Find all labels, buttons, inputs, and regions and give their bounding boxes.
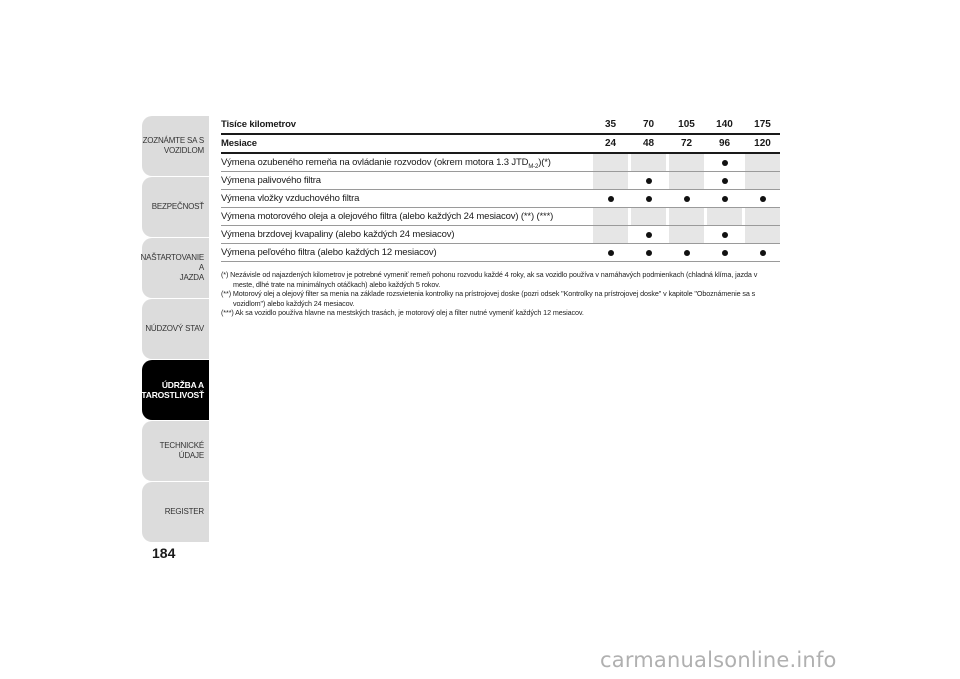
table-row bbox=[221, 244, 780, 262]
interval-cell bbox=[745, 244, 780, 261]
footnote-text: (**) Motorový olej a olejový filter sa menia na základe rozsvietenia kontrolky na prístrojovej doske (pozri odsek "Kontrolky na prístrojovej doske" v kapitole "Oboznámenie sa s vozidlom") alebo každých 24 mesiacov. bbox=[221, 289, 756, 308]
chapter-tab-2[interactable] bbox=[142, 238, 209, 298]
bullet-icon bbox=[722, 178, 728, 184]
footnote bbox=[221, 289, 780, 308]
interval-cell bbox=[631, 208, 666, 225]
interval-cell bbox=[745, 226, 780, 243]
interval-cell bbox=[745, 154, 780, 171]
interval-cell bbox=[631, 154, 666, 171]
interval-cell bbox=[593, 172, 628, 189]
bullet-icon bbox=[608, 196, 614, 202]
chapter-tab-label: NÚDZOVÝ STAV bbox=[145, 324, 204, 333]
chapter-tab-label: ÚDRŽBA A STAROSTLIVOSŤ bbox=[135, 380, 204, 400]
table-header-row bbox=[221, 135, 780, 154]
header-value: 120 bbox=[754, 138, 771, 149]
header-value: 48 bbox=[642, 138, 655, 149]
footnotes bbox=[221, 270, 780, 318]
interval-cell bbox=[631, 172, 666, 189]
interval-cell bbox=[669, 208, 704, 225]
bullet-icon bbox=[684, 250, 690, 256]
interval-cell bbox=[631, 226, 666, 243]
row-label bbox=[221, 154, 590, 171]
table-header-row bbox=[221, 116, 780, 135]
table-row bbox=[221, 154, 780, 172]
header-value: 72 bbox=[680, 138, 693, 149]
bullet-icon bbox=[646, 178, 652, 184]
header-value: 175 bbox=[754, 119, 771, 130]
header-value: 140 bbox=[716, 119, 733, 130]
interval-cell bbox=[707, 190, 742, 207]
header-label: Mesiace bbox=[221, 138, 257, 149]
row-label bbox=[221, 190, 590, 207]
chapter-tab-0[interactable] bbox=[142, 116, 209, 176]
row-label bbox=[221, 172, 590, 189]
row-label bbox=[221, 244, 590, 261]
header-value: 70 bbox=[642, 119, 655, 130]
bullet-icon bbox=[684, 196, 690, 202]
interval-cell bbox=[631, 244, 666, 261]
footnote bbox=[221, 308, 780, 318]
row-label-text: Výmena palivového filtra bbox=[221, 175, 321, 186]
row-label-text: Výmena motorového oleja a olejového filtra (alebo každých 24 mesiacov) (**) (***) bbox=[221, 211, 554, 222]
row-label-text: Výmena peľového filtra (alebo každých 12 mesiacov) bbox=[221, 247, 437, 258]
interval-cell bbox=[669, 226, 704, 243]
interval-cell bbox=[593, 226, 628, 243]
row-label-tail: )(*) bbox=[538, 157, 551, 168]
row-label bbox=[221, 226, 590, 243]
page-number: 184 bbox=[152, 545, 176, 561]
bullet-icon bbox=[646, 250, 652, 256]
bullet-icon bbox=[646, 196, 652, 202]
footnote-text: (*) Nezávisle od najazdených kilometrov je potrebné vymeniť remeň pohonu rozvodu každé 4 roky, ak sa vozidlo používa v namáhavých podmienkach (chladná klíma, jazda v meste, dlhé trate na minimálnych otáčkach) alebo každých 5 rokov. bbox=[221, 270, 758, 289]
chapter-tab-label: REGISTER bbox=[164, 507, 204, 516]
row-label-text: Výmena vložky vzduchového filtra bbox=[221, 193, 360, 204]
footnote bbox=[221, 270, 780, 289]
interval-cell bbox=[593, 244, 628, 261]
bullet-icon bbox=[722, 196, 728, 202]
interval-cell bbox=[707, 226, 742, 243]
bullet-icon bbox=[722, 160, 728, 166]
bullet-icon bbox=[646, 232, 652, 238]
chapter-tab-label: TECHNICKÉ ÚDAJE bbox=[159, 441, 204, 460]
header-value: 24 bbox=[604, 138, 617, 149]
chapter-tab-label: ZOZNÁMTE SA S VOZIDLOM bbox=[142, 136, 204, 155]
row-label-subscript: M-2 bbox=[528, 163, 539, 170]
interval-cell bbox=[745, 208, 780, 225]
bullet-icon bbox=[608, 250, 614, 256]
header-value: 35 bbox=[604, 119, 617, 130]
interval-cell bbox=[593, 154, 628, 171]
interval-cell bbox=[669, 154, 704, 171]
header-label: Tisíce kilometrov bbox=[221, 119, 296, 130]
row-label-text: Výmena ozubeného remeňa na ovládanie rozvodov (okrem motora 1.3 JTD bbox=[221, 157, 529, 168]
interval-cell bbox=[593, 190, 628, 207]
interval-cell bbox=[707, 154, 742, 171]
interval-cell bbox=[669, 172, 704, 189]
table-row bbox=[221, 172, 780, 190]
table-row bbox=[221, 226, 780, 244]
table-row bbox=[221, 208, 780, 226]
chapter-tab-5[interactable] bbox=[142, 421, 209, 481]
chapter-tabs bbox=[135, 116, 209, 543]
footnote-text: (***) Ak sa vozidlo používa hlavne na mestských trasách, je motorový olej a filter nutné vymeniť každých 12 mesiacov. bbox=[221, 308, 584, 317]
bullet-icon bbox=[722, 250, 728, 256]
row-label-text: Výmena brzdovej kvapaliny (alebo každých 24 mesiacov) bbox=[221, 229, 455, 240]
interval-cell bbox=[707, 244, 742, 261]
interval-cell bbox=[669, 244, 704, 261]
interval-cell bbox=[745, 190, 780, 207]
bullet-icon bbox=[760, 250, 766, 256]
interval-cell bbox=[745, 172, 780, 189]
table-row bbox=[221, 190, 780, 208]
header-value: 105 bbox=[678, 119, 695, 130]
chapter-tab-label: NAŠTARTOVANIE A JAZDA bbox=[140, 253, 204, 282]
interval-cell bbox=[593, 208, 628, 225]
chapter-tab-3[interactable] bbox=[142, 299, 209, 359]
header-value: 96 bbox=[718, 138, 731, 149]
bullet-icon bbox=[760, 196, 766, 202]
interval-cell bbox=[707, 208, 742, 225]
interval-cell bbox=[631, 190, 666, 207]
maintenance-table bbox=[221, 116, 780, 262]
interval-cell bbox=[707, 172, 742, 189]
interval-cell bbox=[669, 190, 704, 207]
chapter-tab-4[interactable] bbox=[135, 360, 209, 420]
row-label bbox=[221, 208, 590, 225]
chapter-tab-1[interactable] bbox=[142, 177, 209, 237]
chapter-tab-6[interactable] bbox=[142, 482, 209, 542]
bullet-icon bbox=[722, 232, 728, 238]
watermark: carmanualsonline.info bbox=[600, 648, 837, 672]
chapter-tab-label: BEZPEČNOSŤ bbox=[151, 202, 204, 211]
